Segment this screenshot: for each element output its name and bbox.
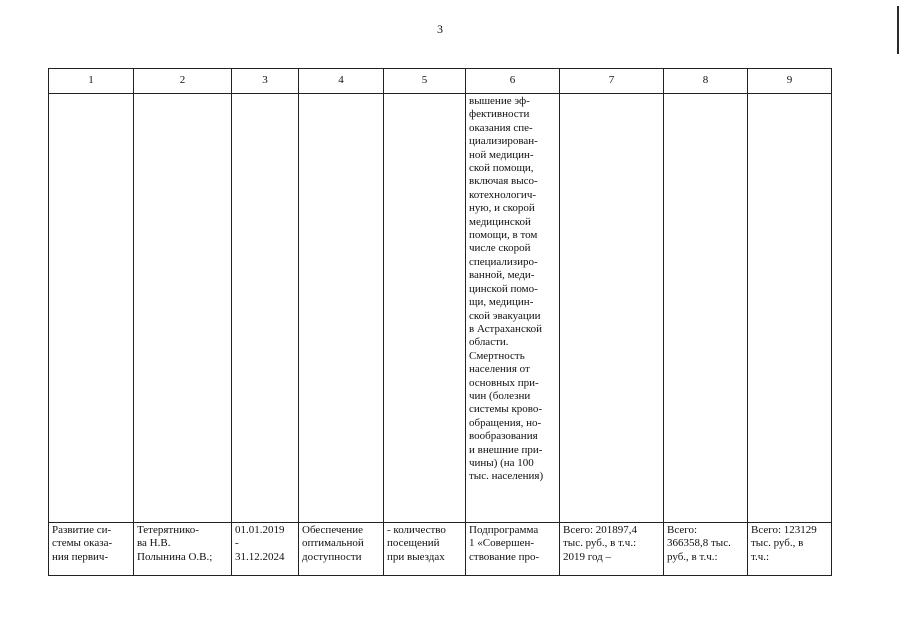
table-cell [134,94,232,523]
column-header-6: 6 [466,69,560,94]
funding-cell: Всего: 123129 тыс. руб., в т.ч.: [748,523,832,576]
header-row [49,69,832,94]
subprogram-cell: Подпрограмма 1 «Совершен- ствование про- [466,523,560,576]
column-header-5: 5 [384,69,466,94]
table-cell [748,94,832,523]
funding-cell: Всего: 366358,8 тыс. руб., в т.ч.: [664,523,748,576]
column-header-8: 8 [664,69,748,94]
activity-name-cell: Развитие си- стемы оказа- ния первич- [49,523,134,576]
funding-cell: Всего: 201897,4 тыс. руб., в т.ч.: 2019 год – [560,523,664,576]
column-header-3: 3 [232,69,299,94]
period-cell: 01.01.2019 - 31.12.2024 [232,523,299,576]
table-row [49,523,832,576]
responsible-persons-cell: Тетерятнико- ва Н.В. Полынина О.В.; [134,523,232,576]
program-table [48,68,832,576]
column-header-2: 2 [134,69,232,94]
table-row [49,94,832,523]
column-header-1: 1 [49,69,134,94]
table-cell [299,94,384,523]
target-indicator-cell: вышение эф- фективности оказания спе- циализирован- ной медицин- ской помощи, включая высо- котехнологич- ную, и скорой медицинской помощи, в том числе скорой специализиро- ванной, меди- цинской помо- щи, медицин- ской эвакуации в Астраханской области. Смертность населения от основных при- чин (болезни системы крово- обращения, но- вообразования и внешние при- чины) (на 100 тыс. населения) [466,94,560,523]
scan-edge-mark [897,6,899,54]
column-header-4: 4 [299,69,384,94]
page-number: 3 [437,22,443,36]
indicator-cell: - количество посещений при выездах [384,523,466,576]
column-header-7: 7 [560,69,664,94]
column-header-9: 9 [748,69,832,94]
table-cell [384,94,466,523]
table-cell [232,94,299,523]
table-cell [664,94,748,523]
expected-result-cell: Обеспечение оптимальной доступности [299,523,384,576]
table-cell [49,94,134,523]
table-cell [560,94,664,523]
